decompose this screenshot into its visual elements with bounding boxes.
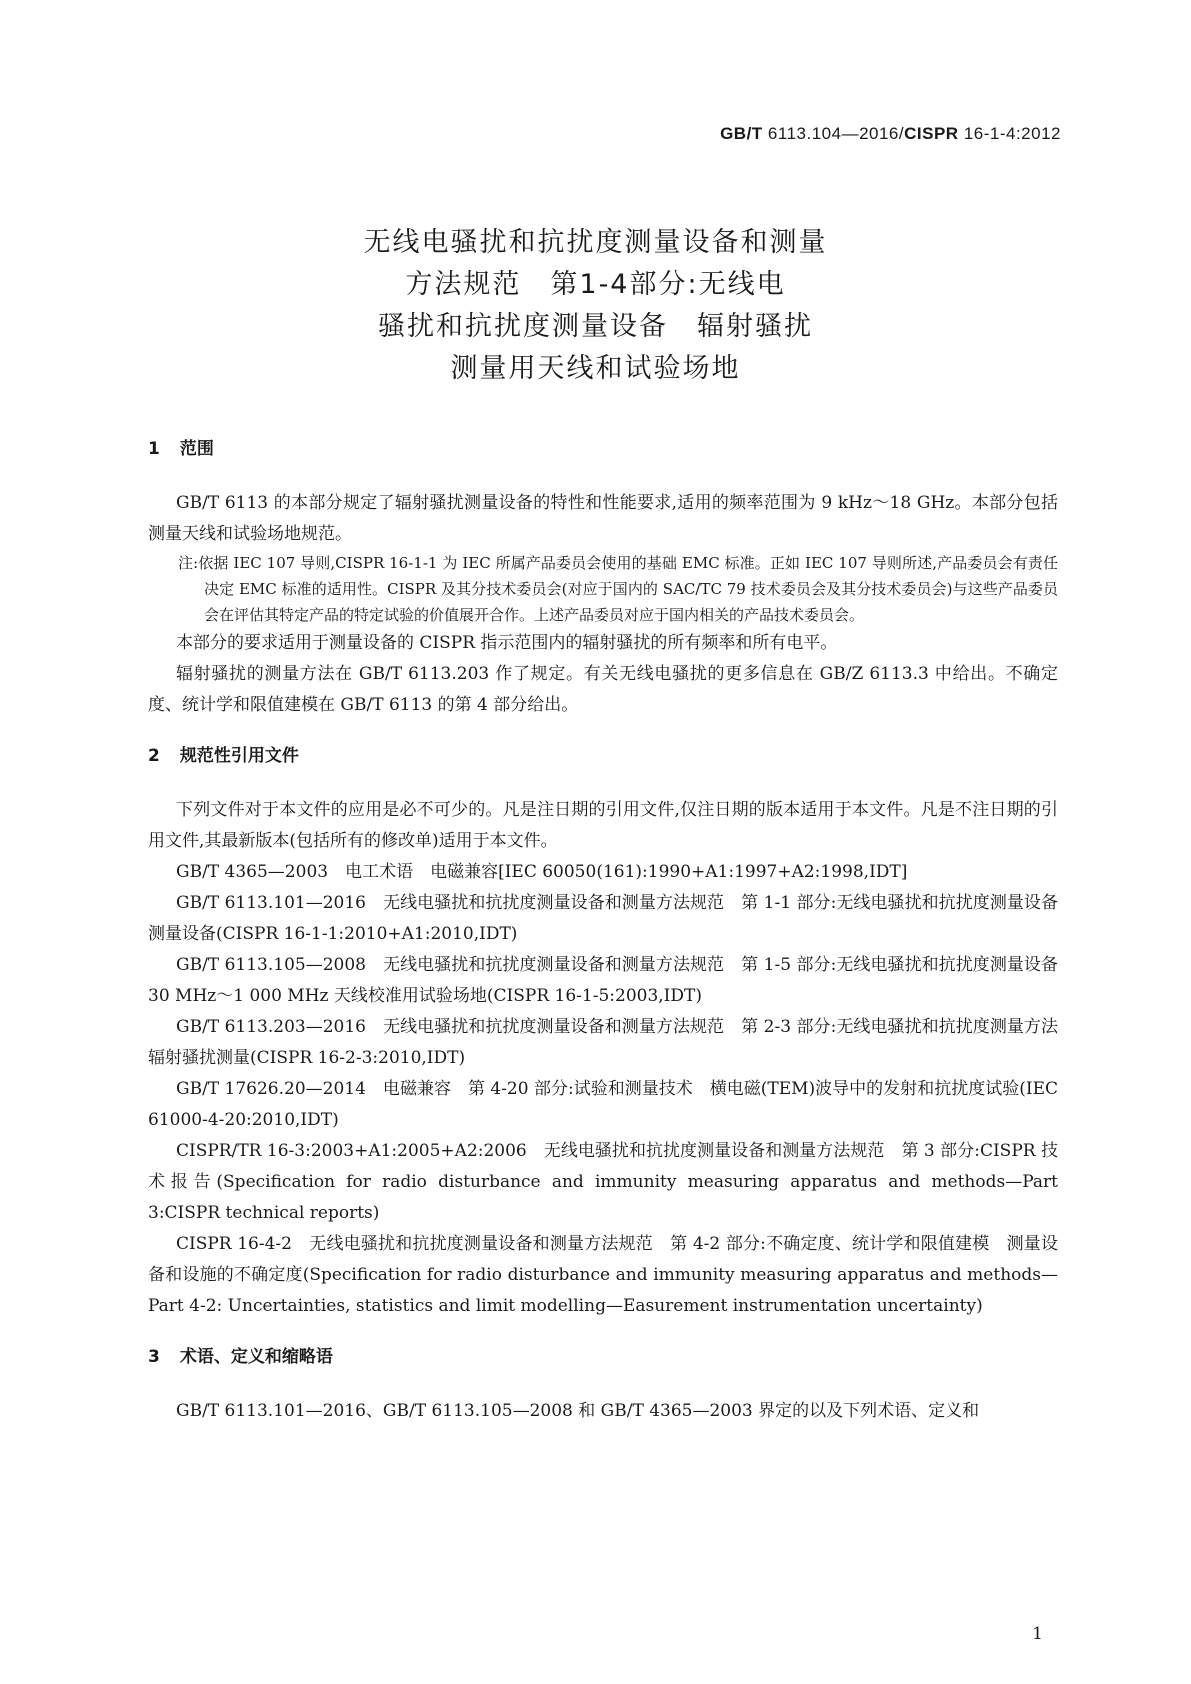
reference-item: CISPR/TR 16-3:2003+A1:2005+A2:2006 无线电骚扰和抗扰度测量设备和测量方法规范 第 3 部分:CISPR 技术报告(Specification for radio disturbance and immunity measuring apparatus and methods—Part 3:CISPR technical reports) [148,1141,1058,1223]
paragraph: 下列文件对于本文件的应用是必不可少的。凡是注日期的引用文件,仅注日期的版本适用于本文件。凡是不注日期的引用文件,其最新版本(包括所有的修改单)适用于本文件。 [148,800,1058,851]
title-line: 无线电骚扰和抗扰度测量设备和测量 [363,227,828,258]
paragraph: 本部分的要求适用于测量设备的 CISPR 指示范围内的辐射骚扰的所有频率和所有电平。 [176,633,838,653]
section-number: 2 [148,746,160,766]
std-number: 6113.104—2016/ [767,124,905,143]
reference-item: CISPR 16-4-2 无线电骚扰和抗扰度测量设备和测量方法规范 第 4-2 部分:不确定度、统计学和限值建模 测量设备和设施的不确定度(Specification for radio disturbance and immunity measuring apparatus and methods—Part 4-2: Uncertainties, statistics and limit modelling—Easurement instrumentation uncertainty) [148,1234,1058,1316]
reference-item: GB/T 6113.105—2008 无线电骚扰和抗扰度测量设备和测量方法规范 第 1-5 部分:无线电骚扰和抗扰度测量设备 30 MHz～1 000 MHz 天线校准用试验场地(CISPR 16-1-5:2003,IDT) [148,955,1058,1006]
section-number: 3 [148,1347,160,1367]
document-title [0,222,1191,390]
title-line: 测量用天线和试验场地 [450,353,741,384]
paragraph: GB/T 6113 的本部分规定了辐射骚扰测量设备的特性和性能要求,适用的频率范围为 9 kHz～18 GHz。本部分包括测量天线和试验场地规范。 [148,493,1058,544]
reference-item: GB/T 6113.203—2016 无线电骚扰和抗扰度测量设备和测量方法规范 第 2-3 部分:无线电骚扰和抗扰度测量方法 辐射骚扰测量(CISPR 16-2-3:2010,IDT) [148,1017,1075,1068]
document-body [148,436,1075,1427]
section-3-heading [148,1344,1058,1370]
section-1-heading [148,436,1058,462]
section-2-heading [148,743,1058,769]
section-title: 术语、定义和缩略语 [179,1347,333,1367]
section-title: 范围 [179,439,214,459]
cispr-prefix: CISPR [904,124,959,143]
std-prefix: GB/T [720,124,763,143]
cispr-number: 16-1-4:2012 [963,124,1061,143]
document-header [720,124,1061,144]
section-title: 规范性引用文件 [179,746,299,766]
paragraph: 辐射骚扰的测量方法在 GB/T 6113.203 作了规定。有关无线电骚扰的更多信息在 GB/Z 6113.3 中给出。不确定度、统计学和限值建模在 GB/T 6113 的第 4 部分给出。 [148,664,1058,715]
title-line: 骚扰和抗扰度测量设备 辐射骚扰 [378,311,813,342]
section-number: 1 [148,439,160,459]
reference-item: GB/T 6113.101—2016 无线电骚扰和抗扰度测量设备和测量方法规范 第 1-1 部分:无线电骚扰和抗扰度测量设备 测量设备(CISPR 16-1-1:2010+A1:2010,IDT) [148,893,1075,944]
reference-item: GB/T 4365—2003 电工术语 电磁兼容[IEC 60050(161):1990+A1:1997+A2:1998,IDT] [176,862,908,882]
note: 注:依据 IEC 107 导则,CISPR 16-1-1 为 IEC 所属产品委员会使用的基础 EMC 标准。正如 IEC 107 导则所述,产品委员会有责任决定 EMC 标准的适用性。CISPR 及其分技术委员会(对应于国内的 SAC/TC 79 技术委员会及其分技术委员会)与这些产品委员会在评估其特定产品的特定试验的价值展开合作。上述产品委员对应于国内相关的产品技术委员会。 [178,554,1058,624]
title-line: 方法规范 第1-4部分:无线电 [405,269,786,300]
reference-item: GB/T 17626.20—2014 电磁兼容 第 4-20 部分:试验和测量技术 横电磁(TEM)波导中的发射和抗扰度试验(IEC 61000-4-20:2010,IDT) [148,1079,1058,1130]
page-number: 1 [1032,1624,1043,1644]
paragraph: GB/T 6113.101—2016、GB/T 6113.105—2008 和 GB/T 4365—2003 界定的以及下列术语、定义和 [176,1401,980,1421]
